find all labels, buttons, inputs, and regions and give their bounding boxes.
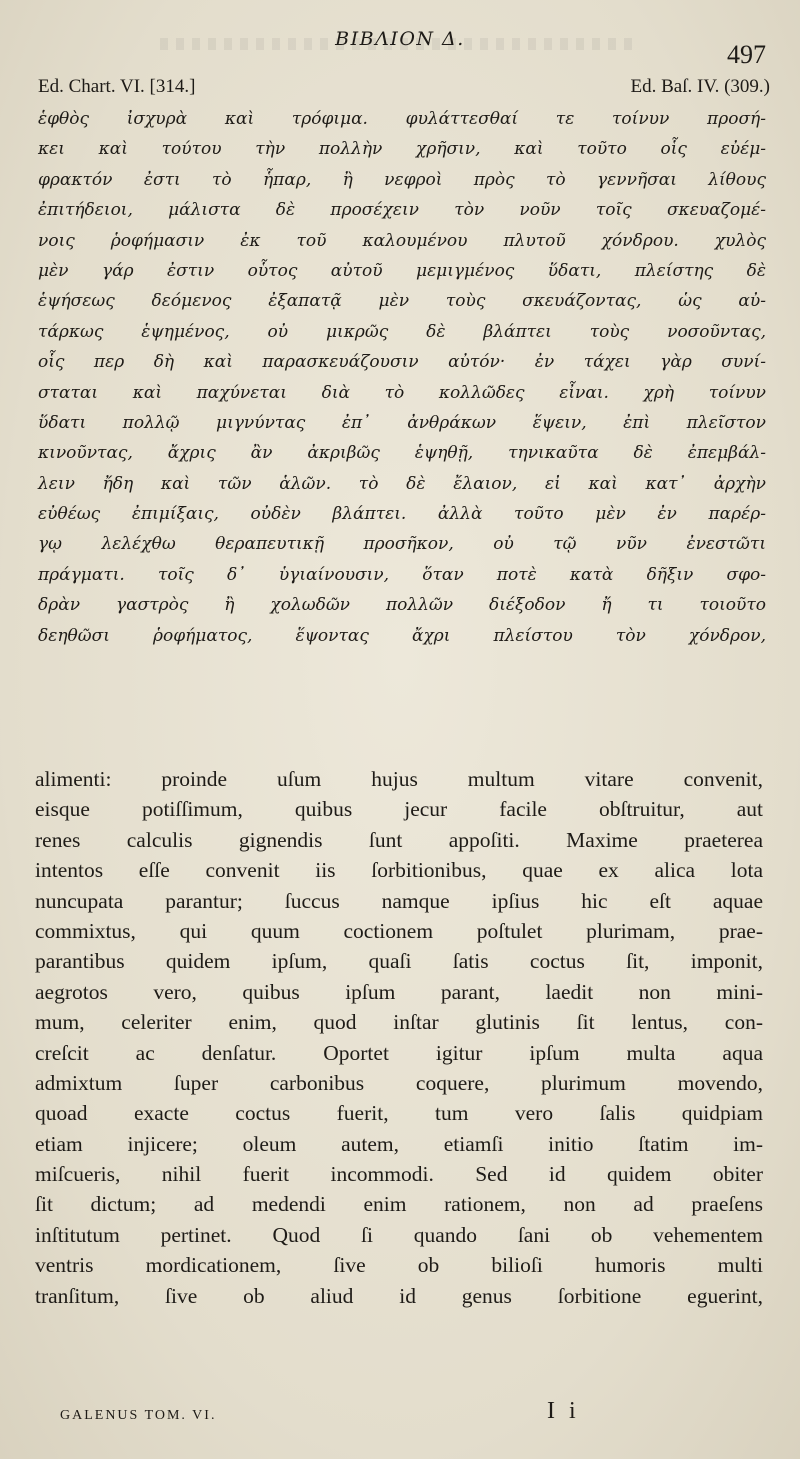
latin-line: quoad exacte coctus fuerit, tum vero ſalis quidpiam	[35, 1101, 763, 1126]
greek-line: ἐπιτήδειοι, μάλιστα δὲ προσέχειν τὸν νοῦν τοῖς σκευαζομέ-	[38, 200, 766, 221]
latin-line: intentos eſſe convenit iis ſorbitionibus, quae ex alica lota	[35, 858, 763, 883]
greek-text	[38, 104, 766, 651]
greek-line: οἷς περ δὴ καὶ παρασκευάζουσιν αὐτόν· ἐν τάχει γὰρ συνί-	[38, 352, 766, 373]
greek-line: μὲν γάρ ἐστιν οὗτος αὐτοῦ μεμιγμένος ὕδατι, πλείστης δὲ	[38, 260, 766, 281]
latin-line: nuncupata parantur; ſuccus namque ipſius hic eſt aquae	[35, 888, 763, 913]
latin-line: miſcueris, nihil fuerit incommodi. Sed id quidem obiter	[35, 1162, 763, 1187]
greek-line: νοις ῥοφήμασιν ἐκ τοῦ καλουμένου πλυτοῦ χόνδρου. χυλὸς	[38, 230, 766, 251]
signature-mark: GALENUS TOM. VI.	[60, 1408, 217, 1423]
latin-line: eisque potiſſimum, quibus jecur facile obſtruitur, aut	[35, 797, 763, 822]
latin-line: renes calculis gignendis ſunt appoſiti. Maxime praeterea	[35, 827, 763, 852]
running-title: ΒΙΒΛΙΟΝ Δ.	[335, 28, 465, 50]
greek-line: σταται καὶ παχύνεται διὰ τὸ κολλῶδες εἶναι. χρὴ τοίνυν	[38, 382, 766, 403]
greek-line: ἑψήσεως δεόμενος ἐξαπατᾷ μὲν τοὺς σκευάζοντας, ὡς αὐ-	[38, 291, 766, 312]
greek-line: λειν ἤδη καὶ τῶν ἁλῶν. τὸ δὲ ἔλαιον, εἰ καὶ κατ᾽ ἀρχὴν	[38, 473, 766, 494]
greek-line: πράγματι. τοῖς δ᾽ ὑγιαίνουσιν, ὅταν ποτὲ κατὰ δῆξιν σφο-	[38, 564, 766, 585]
latin-line: tranſitum, ſive ob aliud id genus ſorbitione eguerint,	[35, 1283, 763, 1308]
greek-line: δεηθῶσι ῥοφήματος, ἕψοντας ἄχρι πλείστου τὸν χόνδρον,	[38, 625, 766, 646]
greek-line: ὕδατι πολλῷ μιγνύντας ἐπ᾽ ἀνθράκων ἕψειν, ἐπὶ πλεῖστον	[38, 412, 766, 433]
latin-text	[35, 764, 763, 1311]
latin-line: admixtum ſuper carbonibus coquere, plurimum movendo,	[35, 1070, 763, 1095]
latin-line: commixtus, qui quum coctionem poſtulet plurimam, prae-	[35, 918, 763, 943]
greek-line: εὐθέως ἐπιμίξαις, οὐδὲν βλάπτει. ἀλλὰ τοῦτο μὲν ἐν παρέρ-	[38, 504, 766, 525]
latin-line: creſcit ac denſatur. Oportet igitur ipſum multa aqua	[35, 1040, 763, 1065]
greek-line: δρὰν γαστρὸς ἢ χολωδῶν πολλῶν διέξοδον ἤ τι τοιοῦτο	[38, 595, 766, 616]
latin-line: etiam injicere; oleum autem, etiamſi initio ſtatim im-	[35, 1131, 763, 1156]
edition-basel: Ed. Baſ. IV. (309.)	[630, 76, 770, 97]
greek-line: φρακτόν ἐστι τὸ ἧπαρ, ἢ νεφροὶ πρὸς τὸ γεννῆσαι λίθους	[38, 169, 766, 190]
sheet-mark: I i	[547, 1398, 580, 1424]
latin-line: alimenti: proinde uſum hujus multum vitare convenit,	[35, 767, 763, 791]
greek-line: τάρκως ἑψημένος, οὐ μικρῶς δὲ βλάπτει τοὺς νοσοῦντας,	[38, 321, 766, 342]
latin-line: mum, celeriter enim, quod inſtar glutinis ſit lentus, con-	[35, 1010, 763, 1035]
latin-line: inſtitutum pertinet. Quod ſi quando ſani ob vehementem	[35, 1222, 763, 1247]
latin-line: parantibus quidem ipſum, quaſi ſatis coctus ſit, imponit,	[35, 949, 763, 974]
greek-line: γῳ λελέχθω θεραπευτικῇ προσῆκον, οὐ τῷ νῦν ἐνεστῶτι	[38, 534, 766, 555]
edition-chartier: Ed. Chart. VI. [314.]	[38, 76, 196, 97]
greek-line: κει καὶ τούτου τὴν πολλὴν χρῆσιν, καὶ τοῦτο οἷς εὐέμ-	[38, 139, 766, 160]
greek-line: κινοῦντας, ἄχρις ἂν ἀκριβῶς ἑψηθῇ, τηνικαῦτα δὲ ἐπεμβάλ-	[38, 443, 766, 464]
latin-line: ventris mordicationem, ſive ob bilioſi humoris multi	[35, 1253, 763, 1278]
latin-line: ſit dictum; ad medendi enim rationem, non ad praeſens	[35, 1192, 763, 1217]
page-number: 497	[727, 40, 766, 69]
latin-line: aegrotos vero, quibus ipſum parant, laedit non mini-	[35, 979, 763, 1004]
greek-line: ἑφθὸς ἰσχυρὰ καὶ τρόφιμα. φυλάττεσθαί τε τοίνυν προσή-	[38, 109, 766, 129]
